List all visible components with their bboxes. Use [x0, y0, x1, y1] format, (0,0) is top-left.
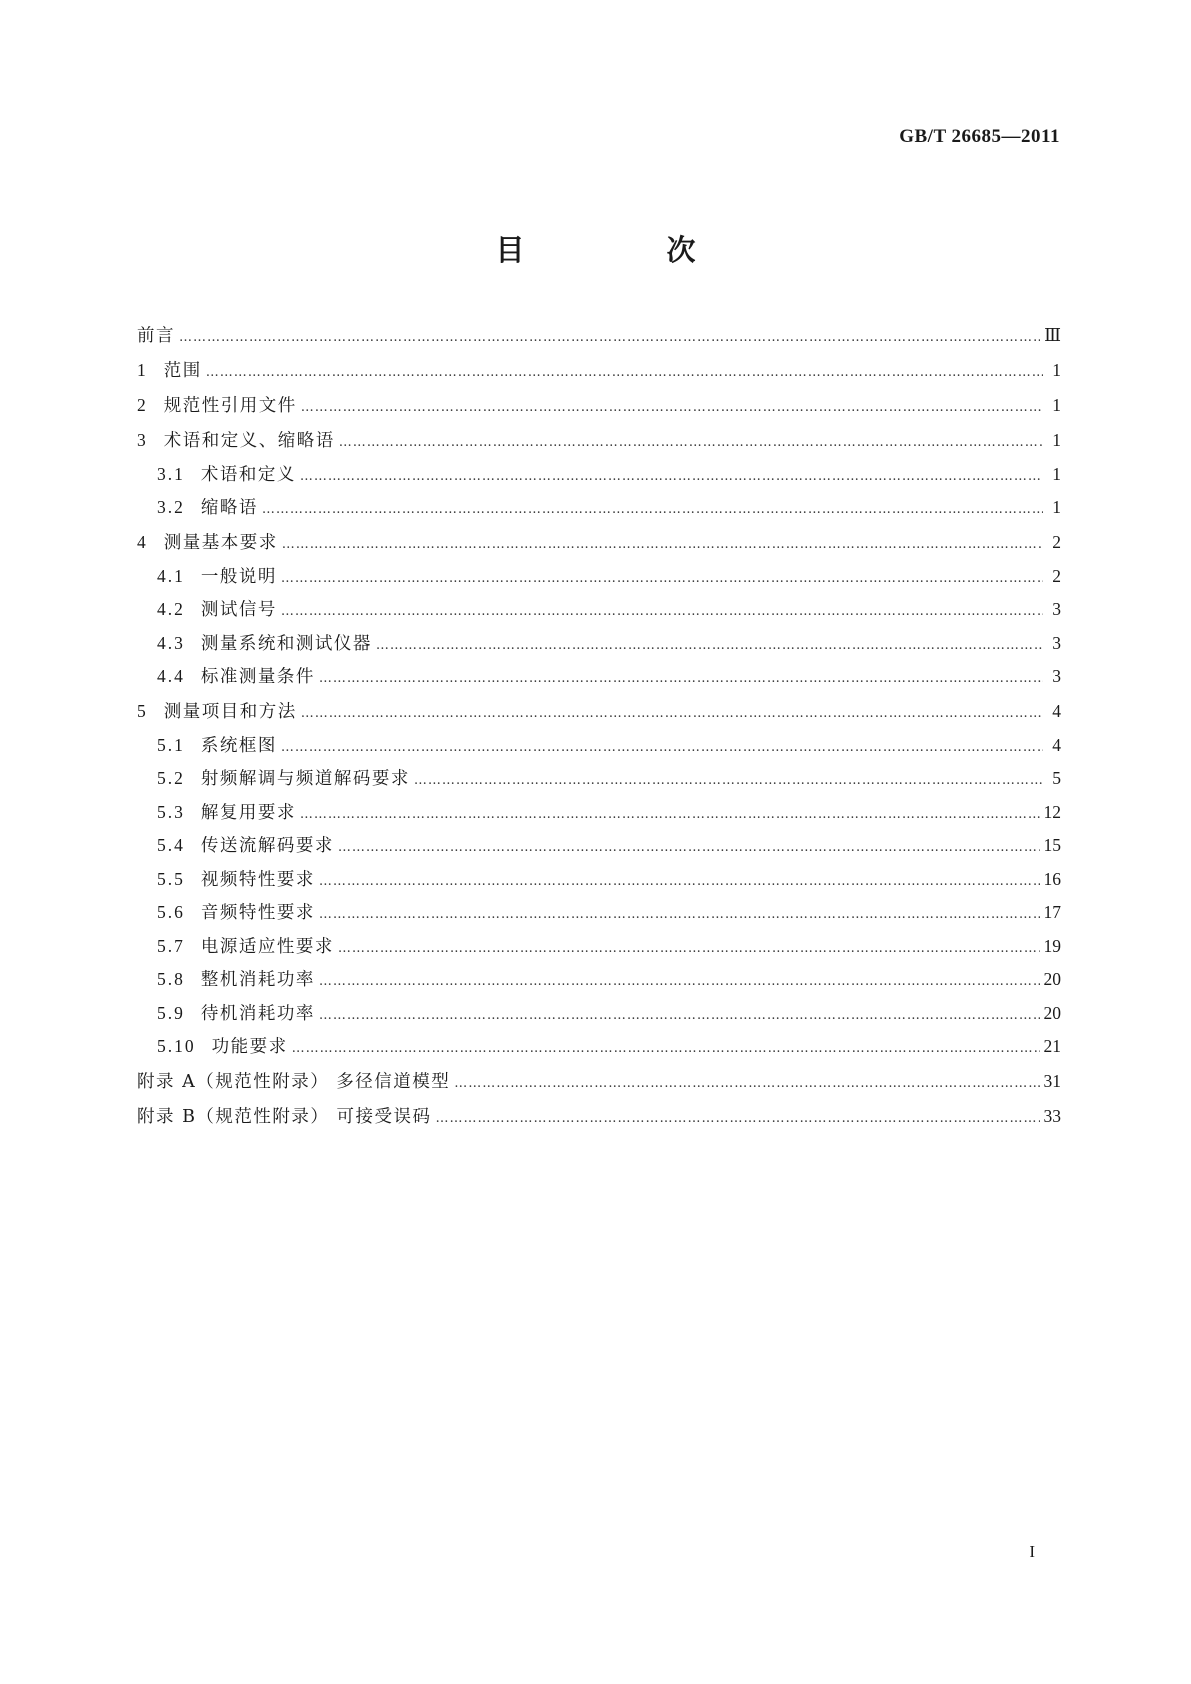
- toc-entry-number: 5.6: [157, 902, 185, 922]
- toc-entry[interactable]: [137, 395, 1061, 418]
- toc-entry-number: 5.2: [157, 768, 185, 788]
- toc-entry-page: 21: [1043, 1036, 1061, 1056]
- toc-entry-label: [137, 532, 278, 554]
- toc-entry-label: [137, 1072, 450, 1093]
- toc-dot-leader: [301, 397, 1043, 418]
- toc-entry-text: 前言: [137, 326, 175, 346]
- toc-dot-leader: [319, 1005, 1040, 1026]
- toc-entry-text: 测量项目和方法: [163, 702, 297, 722]
- toc-entry-label: [137, 360, 202, 382]
- toc-entry-text: 测试信号: [200, 600, 277, 620]
- toc-entry-page: Ⅲ: [1044, 325, 1061, 345]
- toc-dot-leader: [281, 737, 1043, 758]
- toc-entry-label: [157, 735, 277, 757]
- toc-entry-label: [157, 936, 334, 958]
- toc-entry-page: 1: [1052, 463, 1061, 484]
- toc-entry-number: 1: [137, 360, 148, 380]
- toc-entry-number: 4.2: [157, 599, 185, 619]
- toc-dot-leader: [281, 568, 1043, 589]
- toc-entry-number: 5.5: [157, 868, 185, 889]
- toc-entry[interactable]: [137, 936, 1061, 959]
- toc-entry[interactable]: [137, 969, 1061, 992]
- toc-entry-page: 1: [1052, 395, 1061, 415]
- toc-entry-label: [157, 1003, 315, 1025]
- toc-entry-text: 一般说明: [200, 566, 277, 587]
- toc-entry-text: 测量基本要求: [163, 533, 278, 553]
- toc-entry-page: 2: [1052, 565, 1061, 586]
- toc-entry-text: 电源适应性要求: [200, 936, 334, 957]
- toc-dot-leader: [454, 1073, 1039, 1094]
- toc-entry-page: 17: [1043, 902, 1061, 922]
- toc-entry-page: 1: [1052, 430, 1061, 450]
- page-title: 目 次: [495, 233, 762, 267]
- toc-dot-leader: [319, 904, 1040, 925]
- toc-entry-number: 3.1: [157, 463, 185, 484]
- toc-entry-page: 19: [1043, 935, 1061, 956]
- toc-dot-leader: [436, 1108, 1040, 1129]
- toc-dot-leader: [339, 432, 1043, 453]
- toc-dot-leader: [338, 837, 1040, 858]
- toc-entry-text: 术语和定义、缩略语: [163, 431, 335, 451]
- toc-entry-page: 20: [1043, 1002, 1061, 1023]
- toc-entry-label: [157, 768, 410, 790]
- toc-entry-text: 规范性引用文件: [163, 396, 297, 416]
- toc-entry[interactable]: [137, 802, 1061, 825]
- toc-dot-leader: [262, 499, 1043, 520]
- toc-entry-page: 4: [1052, 734, 1061, 755]
- toc-dot-leader: [414, 770, 1043, 791]
- toc-entry-text: 术语和定义: [200, 464, 296, 485]
- toc-dot-leader: [319, 971, 1040, 992]
- toc-entry-text: 范围: [163, 361, 202, 381]
- toc-entry[interactable]: [137, 666, 1061, 689]
- toc-entry-text: 整机消耗功率: [200, 970, 315, 990]
- toc-entry[interactable]: [137, 1071, 1061, 1094]
- toc-entry-number: 3.2: [157, 497, 185, 517]
- toc-entry-label: [157, 464, 296, 486]
- toc-dot-leader: [281, 601, 1043, 622]
- toc-entry-label: [157, 835, 334, 857]
- toc-entry-label: [157, 802, 296, 824]
- toc-dot-leader: [282, 534, 1043, 555]
- toc-entry-label: [157, 1036, 288, 1058]
- toc-entry-text: 附录 B（规范性附录） 可接受误码: [137, 1107, 432, 1127]
- toc-entry-label: [137, 1107, 432, 1128]
- toc-entry[interactable]: [137, 633, 1061, 656]
- toc-entry-number: 2: [137, 395, 148, 415]
- toc-entry-number: 4.1: [157, 565, 185, 586]
- toc-entry-text: 附录 A（规范性附录） 多径信道模型: [137, 1072, 451, 1092]
- toc-dot-leader: [300, 804, 1040, 825]
- page-number: I: [1029, 1542, 1035, 1561]
- toc-entry[interactable]: [137, 701, 1061, 724]
- toc-entry[interactable]: [137, 464, 1061, 487]
- toc-entry-page: 15: [1043, 835, 1061, 855]
- toc-entry-text: 标准测量条件: [200, 667, 315, 687]
- toc-entry-text: 解复用要求: [200, 802, 296, 823]
- toc-dot-leader: [338, 938, 1040, 959]
- toc-entry-number: 4.4: [157, 666, 185, 686]
- toc-entry[interactable]: [137, 430, 1061, 453]
- table-of-contents: [137, 325, 1061, 1129]
- toc-entry-number: 5.10: [157, 1036, 196, 1056]
- toc-entry[interactable]: [137, 599, 1061, 622]
- toc-entry-label: [157, 902, 315, 924]
- toc-entry-text: 待机消耗功率: [200, 1003, 315, 1024]
- toc-entry[interactable]: [137, 735, 1061, 758]
- toc-entry-number: 5.4: [157, 835, 185, 855]
- toc-dot-leader: [179, 327, 1040, 348]
- toc-entry-label: [157, 599, 277, 621]
- toc-entry[interactable]: [137, 325, 1061, 348]
- toc-entry-page: 1: [1052, 360, 1061, 380]
- toc-entry-text: 功能要求: [211, 1037, 288, 1057]
- toc-dot-leader: [292, 1038, 1040, 1059]
- toc-entry[interactable]: [137, 835, 1061, 858]
- toc-entry-label: [157, 666, 315, 688]
- toc-entry-page: 3: [1052, 599, 1061, 619]
- toc-entry-page: 2: [1052, 532, 1061, 552]
- toc-entry-page: 12: [1043, 801, 1061, 822]
- toc-entry[interactable]: [137, 532, 1061, 555]
- toc-dot-leader: [206, 362, 1043, 383]
- toc-entry-text: 射频解调与频道解码要求: [200, 769, 410, 789]
- toc-dot-leader: [319, 871, 1040, 892]
- toc-entry-label: [137, 701, 297, 723]
- toc-entry-number: 5.9: [157, 1002, 185, 1023]
- toc-entry-label: [157, 869, 315, 891]
- toc-entry[interactable]: [137, 1036, 1061, 1059]
- toc-entry-number: 5: [137, 701, 148, 721]
- toc-entry-label: [137, 326, 175, 347]
- toc-entry-label: [137, 395, 297, 417]
- toc-entry[interactable]: [137, 869, 1061, 892]
- toc-entry-text: 视频特性要求: [200, 869, 315, 890]
- toc-dot-leader: [376, 635, 1043, 656]
- toc-entry-page: 20: [1043, 969, 1061, 989]
- toc-entry-page: 3: [1052, 666, 1061, 686]
- toc-entry[interactable]: [137, 1003, 1061, 1026]
- toc-entry-number: 5.1: [157, 734, 185, 755]
- toc-entry-number: 5.3: [157, 801, 185, 822]
- standard-code: GB/T 26685—2011: [899, 126, 1060, 147]
- toc-entry-label: [137, 430, 335, 452]
- toc-entry-number: 5.7: [157, 935, 185, 956]
- toc-entry-page: 5: [1052, 768, 1061, 788]
- toc-entry-text: 缩略语: [200, 498, 258, 518]
- toc-entry-text: 传送流解码要求: [200, 836, 334, 856]
- toc-entry[interactable]: [137, 1106, 1061, 1129]
- toc-entry[interactable]: [137, 497, 1061, 520]
- toc-entry-number: 5.8: [157, 969, 185, 989]
- toc-entry-text: 测量系统和测试仪器: [200, 633, 372, 654]
- toc-entry[interactable]: [137, 768, 1061, 791]
- toc-entry-page: 31: [1043, 1071, 1061, 1091]
- toc-entry-text: 音频特性要求: [200, 903, 315, 923]
- toc-entry-label: [157, 633, 372, 655]
- toc-entry-page: 1: [1052, 497, 1061, 517]
- toc-entry[interactable]: [137, 902, 1061, 925]
- toc-entry-page: 4: [1052, 701, 1061, 721]
- toc-entry-text: 系统框图: [200, 735, 277, 756]
- toc-dot-leader: [319, 668, 1043, 689]
- toc-entry-number: 4: [137, 532, 148, 552]
- toc-entry-number: 4.3: [157, 632, 185, 653]
- toc-entry[interactable]: [137, 360, 1061, 383]
- toc-dot-leader: [300, 466, 1043, 487]
- toc-entry-page: 16: [1043, 868, 1061, 889]
- toc-entry-label: [157, 969, 315, 991]
- toc-entry-label: [157, 566, 277, 588]
- toc-entry-number: 3: [137, 430, 148, 450]
- toc-entry-page: 33: [1043, 1106, 1061, 1126]
- toc-entry[interactable]: [137, 566, 1061, 589]
- toc-dot-leader: [301, 703, 1043, 724]
- toc-entry-label: [157, 497, 258, 519]
- toc-entry-page: 3: [1052, 632, 1061, 653]
